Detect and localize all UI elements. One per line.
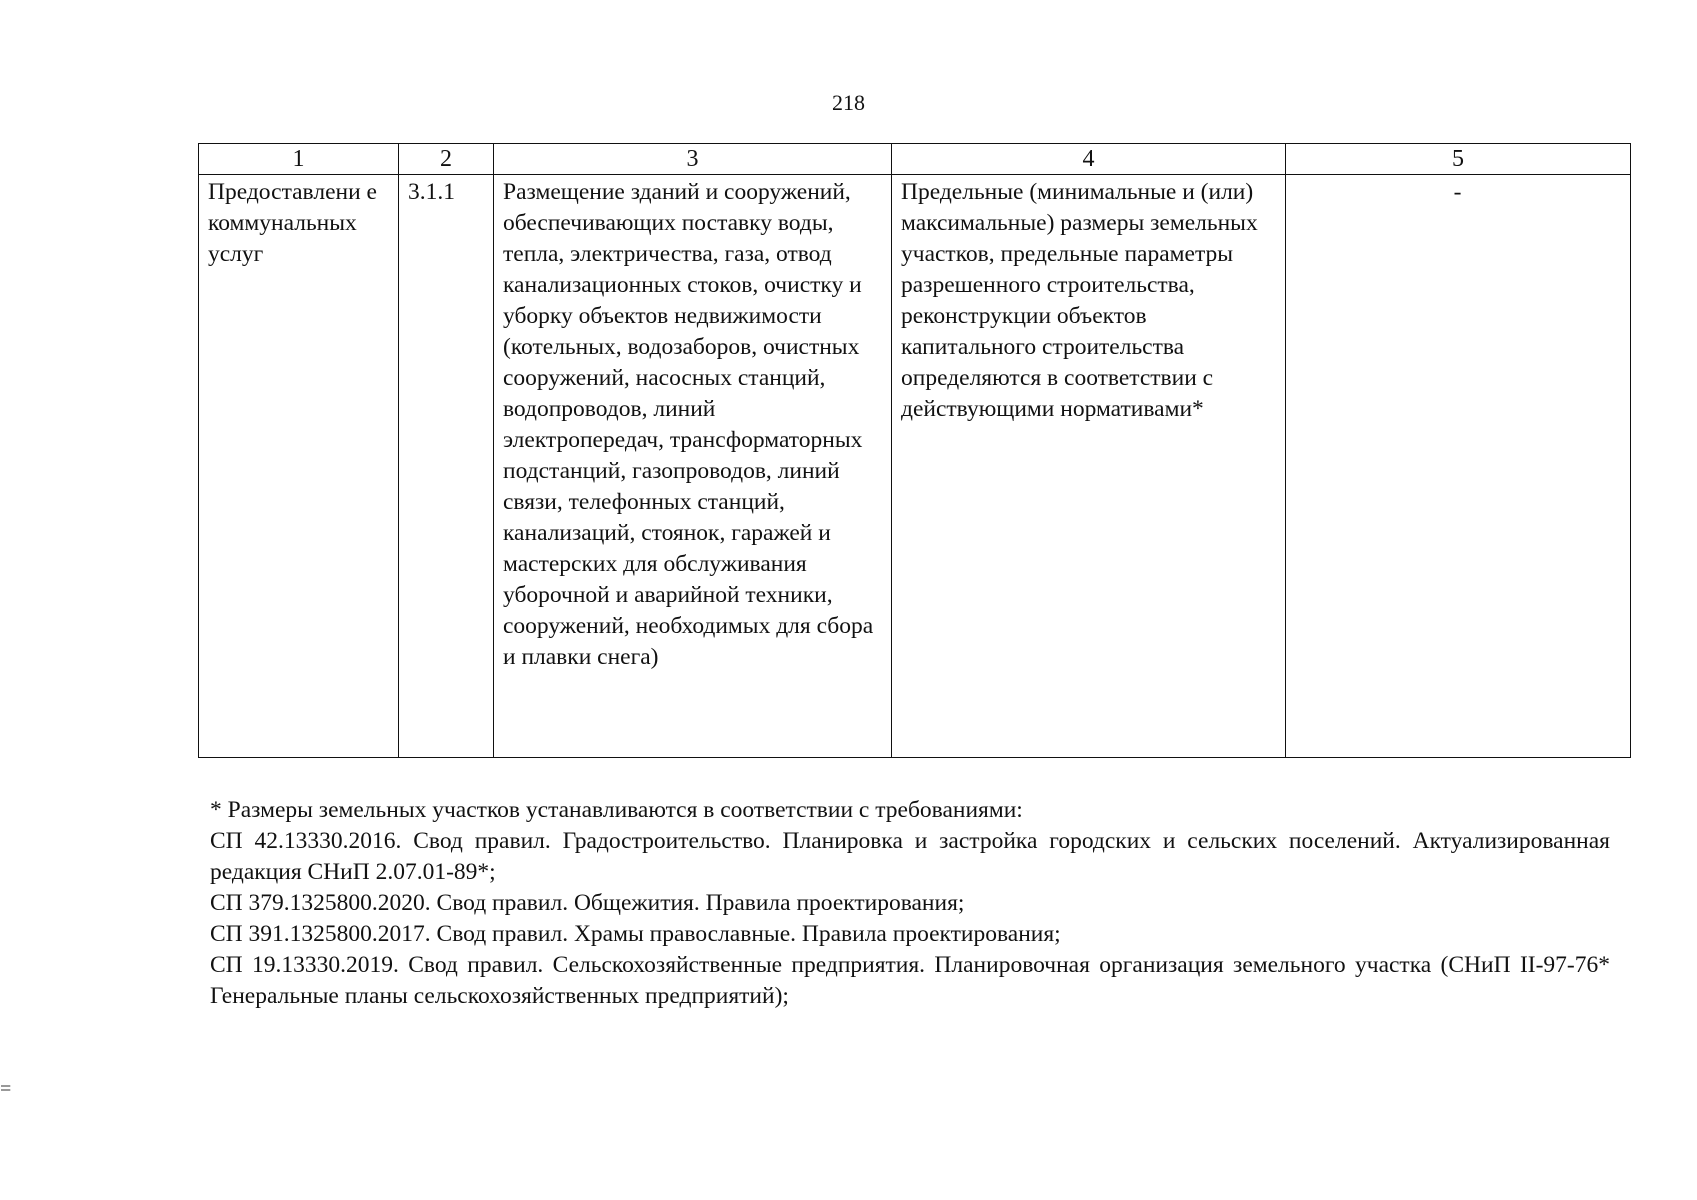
page-number: 218 bbox=[832, 90, 865, 115]
footnote-reference: СП 379.1325800.2020. Свод правил. Общежития. Правила проектирования; bbox=[210, 890, 965, 916]
column-header-3: 3 bbox=[494, 144, 892, 175]
land-use-description-cell: Размещение зданий и сооружений, обеспечивающих поставку воды, тепла, электричества, газа, отвод канализационных стоков, очистку и уборку объектов недвижимости (котельных, водозаборов, очистных сооружений, насосных станций, водопроводов, линий электропередач, трансформаторных подстанций, газопроводов, линий связи, телефонных станций, канализаций, стоянок, гаражей и мастерских для обслуживания уборочной и аварийной техники, сооружений, необходимых для сбора и плавки снега) bbox=[494, 175, 892, 758]
restrictions-cell: - bbox=[1286, 175, 1631, 758]
margin-mark: = bbox=[0, 1078, 12, 1100]
column-header-2: 2 bbox=[399, 144, 494, 175]
footnote bbox=[210, 795, 1610, 1012]
table-row bbox=[199, 175, 1631, 758]
footnote-reference: СП 391.1325800.2017. Свод правил. Храмы православные. Правила проектирования; bbox=[210, 921, 1061, 947]
land-use-code-cell: 3.1.1 bbox=[399, 175, 494, 758]
table-header-row bbox=[199, 144, 1631, 175]
column-header-1: 1 bbox=[199, 144, 399, 175]
parameters-cell: Предельные (минимальные и (или) максимальные) размеры земельных участков, предельные параметры разрешенного строительства, реконструкции объектов капитального строительства определяются в соответствии с действующими нормативами* bbox=[892, 175, 1286, 758]
footnote-reference: СП 19.13330.2019. Свод правил. Сельскохозяйственные предприятия. Планировочная организация земельного участка (СНиП II-97-76* Генеральные планы сельскохозяйственных предприятий); bbox=[210, 952, 1610, 1009]
footnote-reference: СП 42.13330.2016. Свод правил. Градостроительство. Планировка и застройка городских и сельских поселений. Актуализированная редакция СНиП 2.07.01-89*; bbox=[210, 828, 1610, 885]
land-use-name-cell: Предоставлени е коммунальных услуг bbox=[199, 175, 399, 758]
footnote-intro: * Размеры земельных участков устанавливаются в соответствии с требованиями: bbox=[210, 797, 1023, 823]
column-header-5: 5 bbox=[1286, 144, 1631, 175]
land-use-table bbox=[198, 143, 1631, 758]
column-header-4: 4 bbox=[892, 144, 1286, 175]
